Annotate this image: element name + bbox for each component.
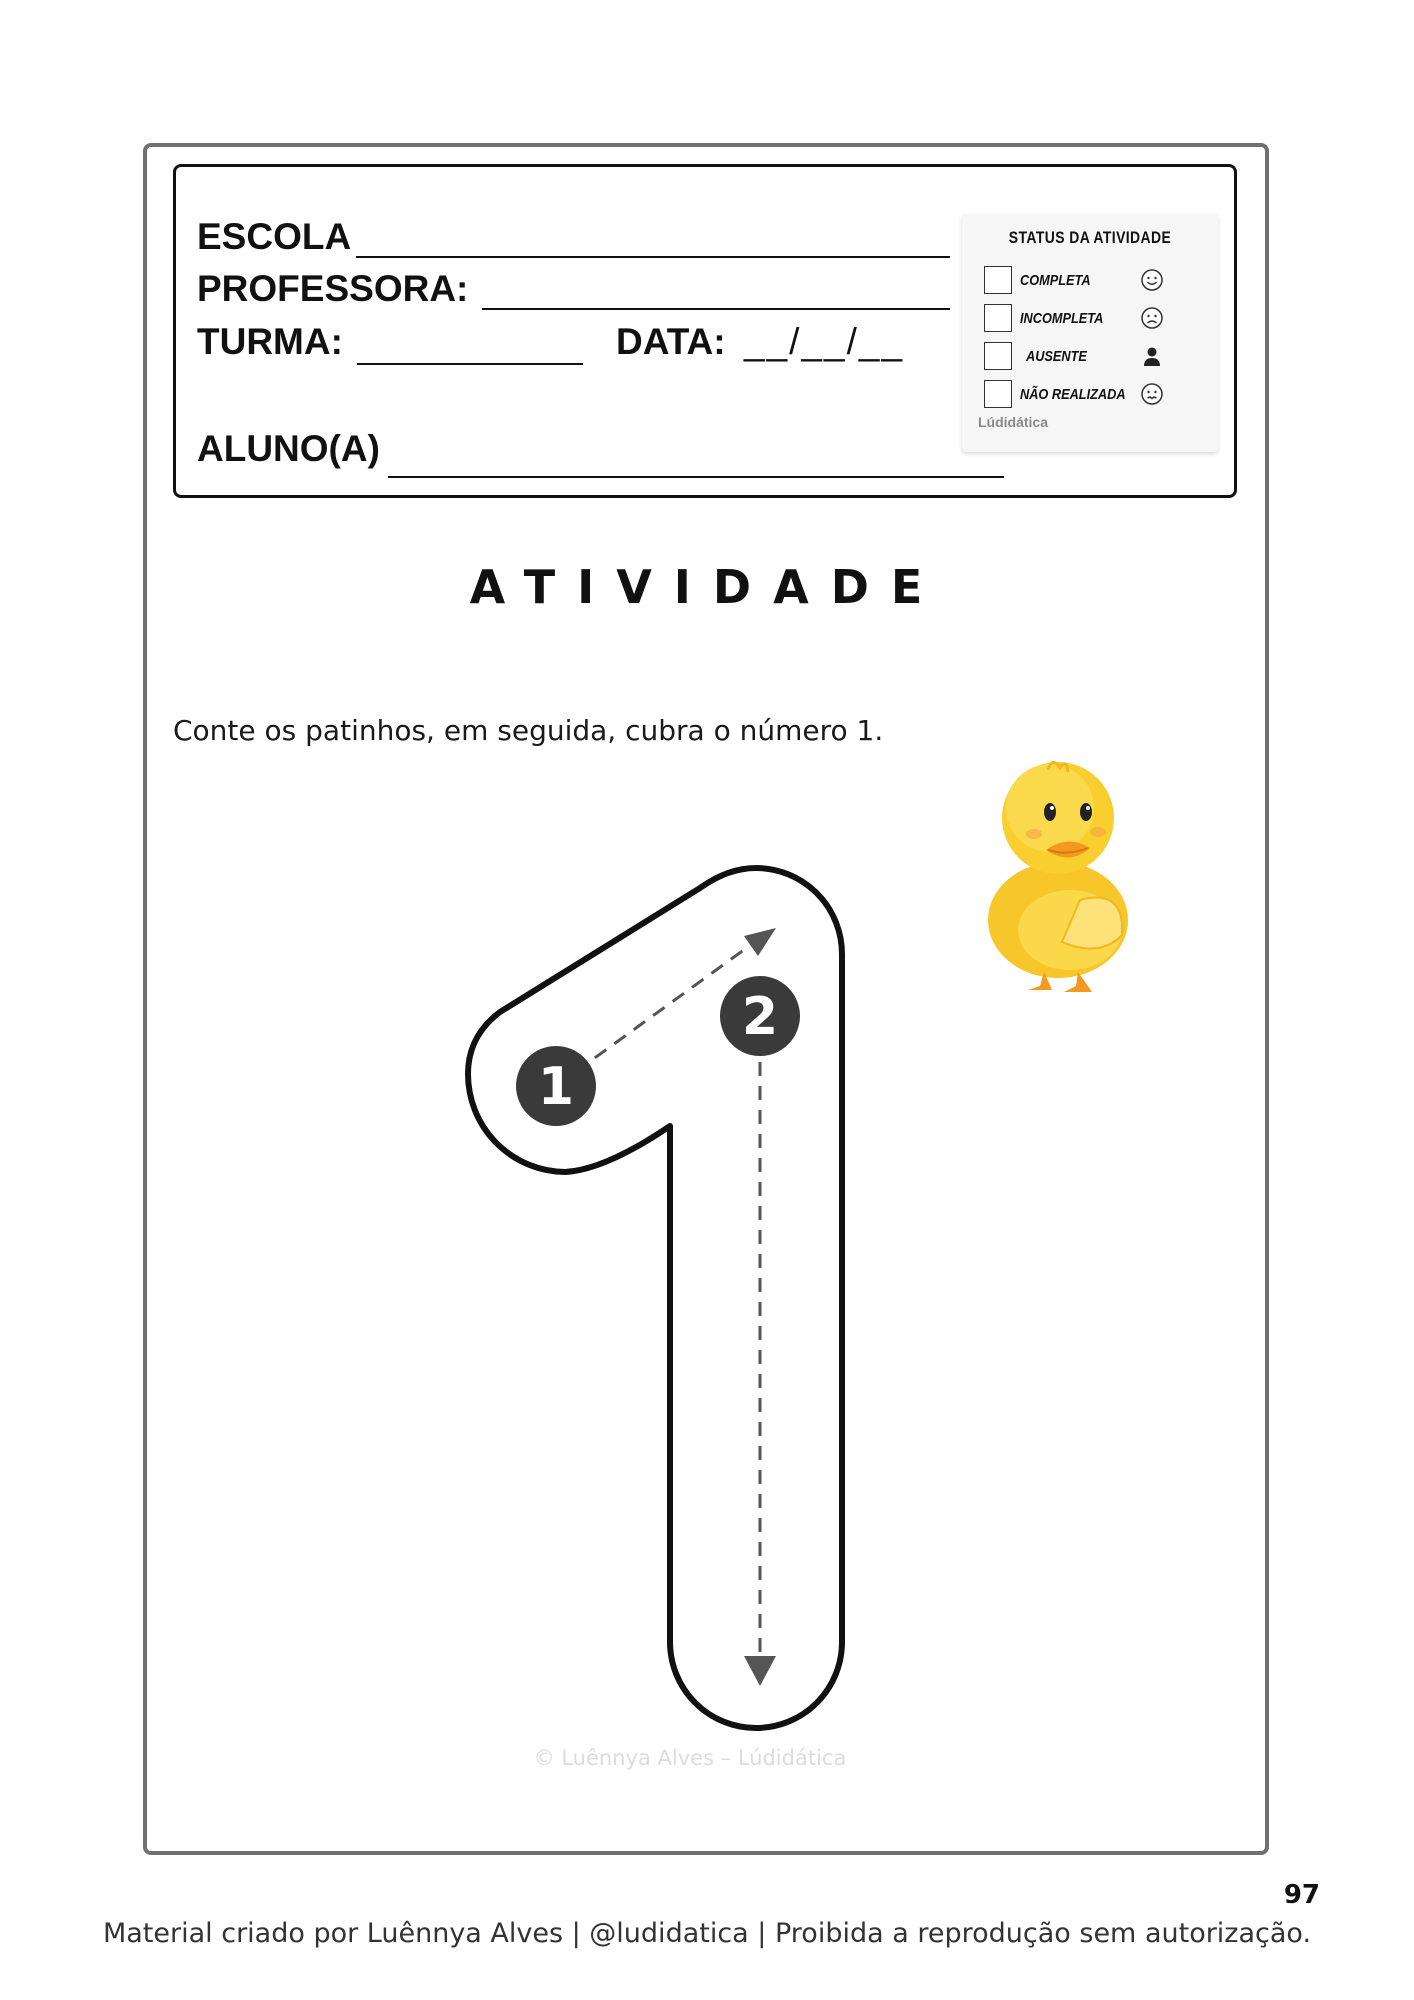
step-marker-2: [720, 976, 800, 1056]
footer-credit: Material criado por Luênnya Alves | @ludidatica | Proibida a reprodução sem autorização.: [102, 1918, 1312, 1949]
step-number: 1: [537, 1057, 575, 1117]
status-title: STATUS DA ATIVIDADE: [1008, 228, 1172, 247]
step-number: 2: [741, 987, 779, 1047]
status-label: NÃO REALIZADA: [1020, 386, 1126, 403]
school-label: ESCOLA: [197, 216, 352, 257]
duck-icon: [988, 762, 1128, 992]
status-label: AUSENTE: [1026, 348, 1087, 365]
watermark: © Luênnya Alves – Lúdidática: [533, 1746, 847, 1770]
status-label: INCOMPLETA: [1020, 310, 1104, 327]
status-brand: Lúdidática: [978, 414, 1049, 430]
page-number: 97: [1283, 1880, 1320, 1910]
activity-instruction: Conte os patinhos, em seguida, cubra o número 1.: [173, 714, 884, 747]
student-label: ALUNO(A): [197, 428, 380, 469]
status-label: COMPLETA: [1020, 272, 1091, 289]
activity-title: ATIVIDADE: [469, 560, 945, 614]
class-label: TURMA:: [197, 321, 343, 362]
date-field[interactable]: __/__/__: [744, 321, 905, 362]
date-label: DATA:: [616, 321, 726, 362]
step-marker-1: [516, 1046, 596, 1126]
teacher-label: PROFESSORA:: [197, 268, 469, 309]
